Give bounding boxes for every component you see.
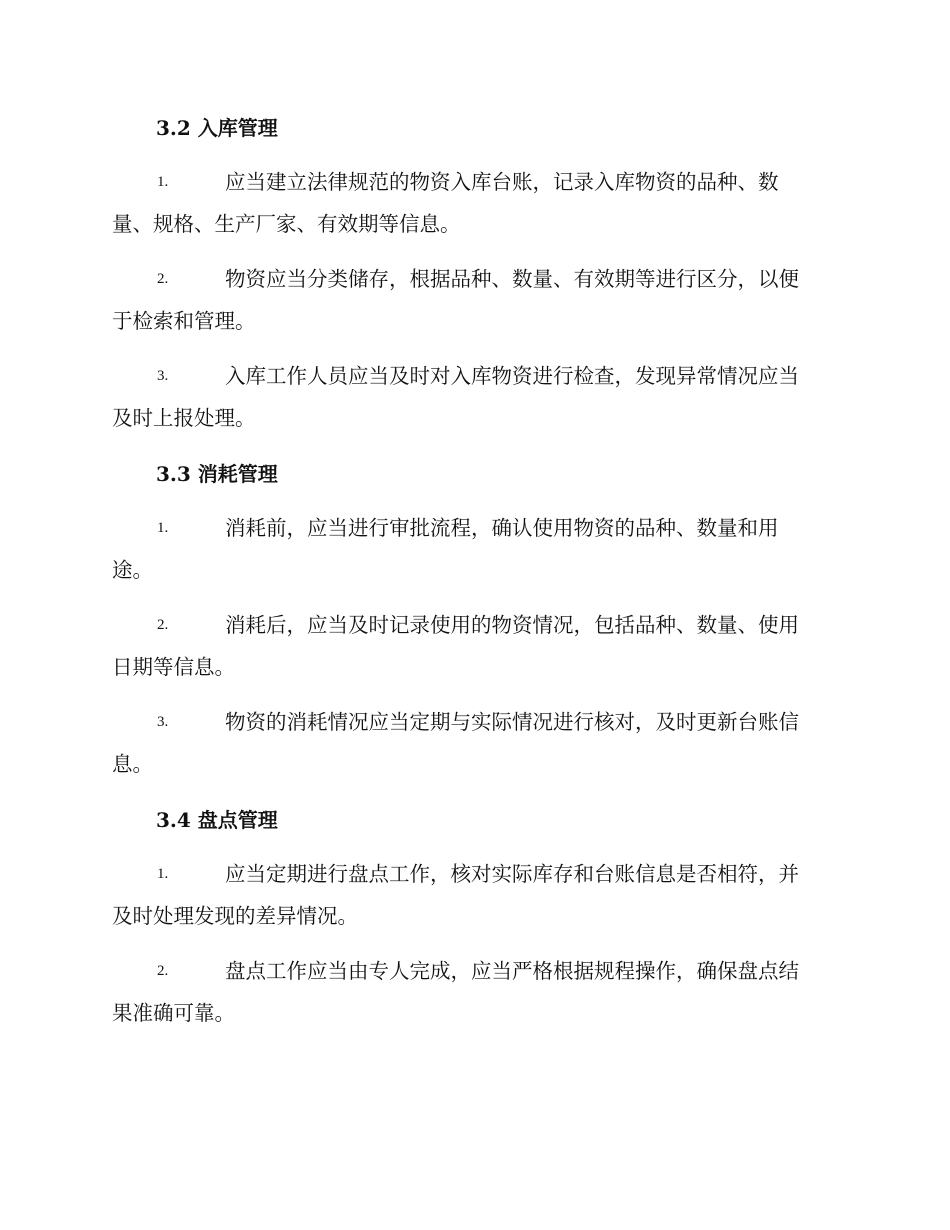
list-item — [112, 507, 836, 591]
item-text-line: 应当建立法律规范的物资入库台账，记录入库物资的品种、数 — [225, 170, 779, 194]
item-number: 2. — [157, 963, 169, 979]
item-text-line: 物资应当分类储存，根据品种、数量、有效期等进行区分，以便 — [225, 267, 799, 291]
list-item — [112, 950, 836, 1034]
section-heading: 3.3 消耗管理 — [156, 462, 278, 486]
list-item — [112, 355, 836, 439]
item-text-line: 应当定期进行盘点工作，核对实际库存和台账信息是否相符，并 — [225, 862, 799, 886]
item-number: 2. — [157, 617, 169, 633]
item-number: 2. — [157, 271, 169, 287]
item-text-line: 息。 — [112, 752, 153, 776]
item-text-line: 消耗前，应当进行审批流程，确认使用物资的品种、数量和用 — [225, 516, 779, 540]
list-item — [112, 604, 836, 688]
item-number: 1. — [157, 520, 169, 536]
item-text-line: 消耗后，应当及时记录使用的物资情况，包括品种、数量、使用 — [225, 613, 799, 637]
item-text-line: 途。 — [112, 558, 153, 582]
item-text-line: 果准确可靠。 — [112, 1001, 235, 1025]
item-text-line: 于检索和管理。 — [112, 309, 256, 333]
list-item — [112, 258, 836, 342]
item-text-line: 日期等信息。 — [112, 655, 235, 679]
item-text-line: 量、规格、生产厂家、有效期等信息。 — [112, 212, 461, 236]
item-number: 3. — [157, 714, 169, 730]
item-number: 1. — [157, 174, 169, 190]
item-text-line: 物资的消耗情况应当定期与实际情况进行核对，及时更新台账信 — [225, 710, 799, 734]
item-number: 3. — [157, 368, 169, 384]
item-number: 1. — [157, 866, 169, 882]
section-heading: 3.4 盘点管理 — [156, 808, 278, 832]
list-item — [112, 161, 836, 245]
item-text-line: 及时上报处理。 — [112, 406, 256, 430]
item-text-line: 入库工作人员应当及时对入库物资进行检查，发现异常情况应当 — [225, 364, 799, 388]
item-text-line: 及时处理发现的差异情况。 — [112, 904, 358, 928]
item-text-line: 盘点工作应当由专人完成，应当严格根据规程操作，确保盘点结 — [225, 959, 799, 983]
list-item — [112, 853, 836, 937]
section-heading: 3.2 入库管理 — [156, 116, 278, 140]
list-item — [112, 701, 836, 785]
